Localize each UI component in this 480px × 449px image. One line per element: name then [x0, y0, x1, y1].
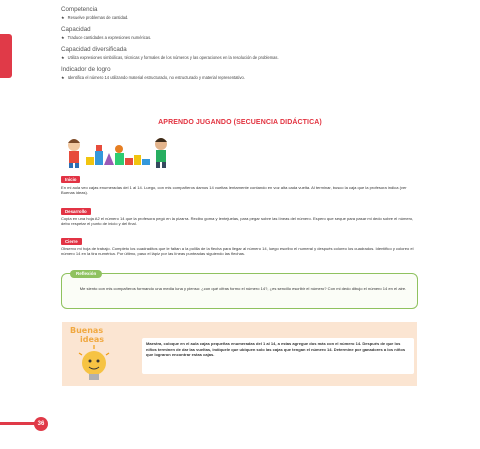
star-icon: ★: [61, 35, 65, 40]
kids-blocks-illustration: [62, 131, 174, 171]
star-icon: ★: [61, 15, 65, 20]
capacidad-bullet: ★ Traduce cantidades a expresiones numéricas.: [61, 35, 152, 40]
reflexion-text: Me siento con mis compañeros formando una media luna y pienso: ¿con qué cifras formo el número 14?, ¿es sencillo escribir el número? Con mi dedo dibujo el número 14 en el aire.: [79, 286, 407, 291]
indicador-title: Indicador de logro: [61, 66, 111, 73]
buenas-badge-line1: Buenas: [70, 326, 104, 335]
buenas-ideas-badge: [64, 323, 144, 385]
cierre-text: Observo mi hoja de trabajo. Completo los cuadraditos que le faltan a la polilla de la flecha para llegar al número 14, luego escribo el numeral y después coloreo los cuadrados. Identifico y coloreo el número 14 en la tira numérica. Por último, paso el lápiz por las líneas punteadas siguiendo las flechas.: [61, 246, 414, 257]
capacidad-title: Capacidad: [61, 26, 91, 33]
page-number-bar: [0, 422, 36, 425]
star-icon: ★: [61, 75, 65, 80]
page-edge-tab: [0, 34, 12, 78]
capacidad-diversificada-title: Capacidad diversificada: [61, 46, 127, 53]
main-title: APRENDO JUGANDO (SECUENCIA DIDÁCTICA): [158, 119, 322, 126]
competencia-title: Competencia: [61, 6, 98, 13]
desarrollo-label: Desarrollo: [61, 208, 91, 215]
reflexion-label: Reflexión: [70, 270, 102, 278]
buenas-badge-line2: ideas: [80, 335, 105, 344]
desarrollo-text: Copia en una hoja A2 el número 14 que la profesora pegó en la pizarra. Recibo goma y lentejuelas, para pegar sobre las líneas del número. Espero que seque para pasar mi dedo sobre el número, debo respetar el punto de inicio y del final.: [61, 216, 414, 227]
capacidad-diversificada-bullet: ★ Utiliza expresiones simbólicas, técnicas y formales de los números y las operaciones en la resolución de problemas.: [61, 55, 279, 60]
page-number: 36: [34, 417, 48, 431]
inicio-label: Inicio: [61, 176, 80, 183]
star-icon: ★: [61, 55, 65, 60]
competencia-bullet: ★ Resuelve problemas de cantidad.: [61, 15, 129, 20]
cierre-label: Cierre: [61, 238, 82, 245]
inicio-text: En mi aula veo cajas enumeradas del 1 al 14. Luego, con mis compañeros damos 14 vueltas lentamente contando en voz alta cada vuelta. Al terminar, busco la caja que la profesora indica (ver Buenas ideas).: [61, 185, 407, 196]
buenas-ideas-text: Maestra, coloque en el aula cajas pequeñas enumeradas del 1 al 14, a estas agregue dos más con el número 14. Después de que los niños terminen de dar las vueltas, indíquele que ubiquen solo las cajas que tengan el número 14. Determine por ganadores a los niños que lograron encontrar estas cajas.: [146, 341, 406, 358]
indicador-bullet: ★ Identifica el número 14 utilizando material estructurado, no estructurado y material representativo.: [61, 75, 245, 80]
